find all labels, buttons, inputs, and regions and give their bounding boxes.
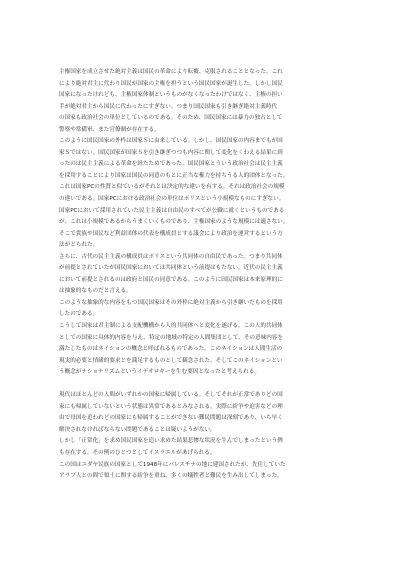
text-line: したのである。 bbox=[59, 311, 99, 318]
text-line: 主権国家を成立させた絶対主義は国民の革命により転覆、克服されることとなった。これ bbox=[59, 69, 283, 75]
text-line: このように国民国家の外枠は国家Ｓに由来している。しかし、国民国家の内容までもが国 bbox=[59, 138, 283, 145]
text-line: これは国家PCの性質と似ているがそれとは決定的な違いを有する。それは政治社会の規模 bbox=[59, 184, 285, 191]
text-line: 国家になったけれども、主権国家体制というものがなくなったわけではなく、主権の担い bbox=[59, 92, 283, 99]
text-line: が前提とされていたが国民国家においては共同体という前提はもたない。近代の民主主義 bbox=[59, 265, 283, 272]
text-line: 現代はほとんどの人間がいずれかの国家に帰属している。そしてそれが正常でありどの国 bbox=[59, 392, 283, 399]
text-line: により絶対君主に代わり国民が国家の主権を担うという国民国家が誕生した。しかし国民 bbox=[59, 80, 283, 87]
text-line: の違いである。国家PCにおける政治社会の単位はポリスという小規模なものにすぎない。 bbox=[59, 196, 285, 203]
text-line: を採用することにより国家は国民の同意のもとに正当な権力を持ちうる人的団体となった。 bbox=[59, 172, 289, 179]
document-body bbox=[59, 67, 352, 483]
text-line: も存在する。その例のひとつとしてイスラエルがあげられる。 bbox=[59, 450, 216, 456]
text-line: アラブ人との間で領土に関する紛争を重ね、多くの犠牲者と難民を生み出してしまった。 bbox=[59, 473, 283, 480]
text-line: ったのは民主主義による革命を経たためであった。国民国家とういう政治社会は民主主義 bbox=[59, 161, 283, 168]
text-line: 由で母国を追われどの国家にも帰属することができない難民問題は深刻であり、いち早く bbox=[59, 415, 283, 422]
text-line: 手が絶対君主から国民に代わったにすぎない。つまり国民国家も引き継ぎ絶対主義時代 bbox=[59, 103, 278, 110]
text-line: そこで貴族や国民など利益団体の代表を構成員とする議会により政治を運営するという方 bbox=[59, 230, 283, 237]
text-line: 国家PCにおいて採用されていた民主主義は自由民のすべてが公職に就くというものである bbox=[59, 207, 285, 214]
text-line: 法がとられた。 bbox=[59, 242, 99, 249]
text-line: 家Ｓではない。国民国家が国家Ｓを引き継ぎつつも内容に関して変化をくわえる結果に到 bbox=[59, 149, 283, 156]
text-line: こうして国家は君主制による支配機構から人的共同体へと変化を遂げる。この人的共同体 bbox=[59, 323, 283, 330]
text-line: このような抽象的な内容をもつ国民国家はその外枠に絶対主義から引き継いだものを採用 bbox=[59, 299, 283, 306]
text-line: の国家も政治社会の単位としているのである。そのため、国民国家には暴力の独占として bbox=[59, 115, 283, 122]
text-line: しかし「正常化」を求め国民国家を追い求めた結果悲惨な状況を生んでしまったという例 bbox=[59, 438, 283, 445]
text-line: が、これは小規模であるからうまくいくものであり、主権国家のような規模には適さない。 bbox=[59, 219, 289, 226]
text-line: は抽象的なものだと言える。 bbox=[59, 288, 132, 295]
text-line: 警察や常備軍、また官僚制が存在する。 bbox=[59, 126, 160, 133]
text-line: この国はユダヤ民族の国家として1948年にパレスチナの地に建国されたが、先住していた bbox=[59, 461, 286, 468]
document-section-1 bbox=[59, 67, 352, 379]
text-line: 家にも帰属していないという状態は異常であるとみなされる。実際に紛争や迫害などの理 bbox=[59, 403, 283, 410]
text-line: 解決されなければならない問題であることは疑いようがない。 bbox=[59, 426, 216, 433]
text-line: さらに、古代の民主主義の構成員はポリスという共同体の自由民であった。つまり共同体 bbox=[59, 253, 283, 260]
document-section-2 bbox=[59, 390, 352, 482]
text-line: において前提とされるのは政府と国民の同意である。このように国民国家は本来原理的に bbox=[59, 276, 283, 283]
text-line: う概念がナショナリズムというイデオロギーを生む要因となったと考えられる。 bbox=[59, 369, 260, 376]
text-line: としての国家に具体的内容を与え、特定の地域の特定の人間集団として、その意味内容を bbox=[59, 334, 283, 341]
text-line: 現実的必要と情緒的要求とを満足するものとして観念された。そしてこのネイションとい bbox=[59, 357, 283, 364]
text-line: 満たしたものはネイションの概念と呼ばれるものであった。このネイションは人間生活の bbox=[59, 346, 283, 353]
